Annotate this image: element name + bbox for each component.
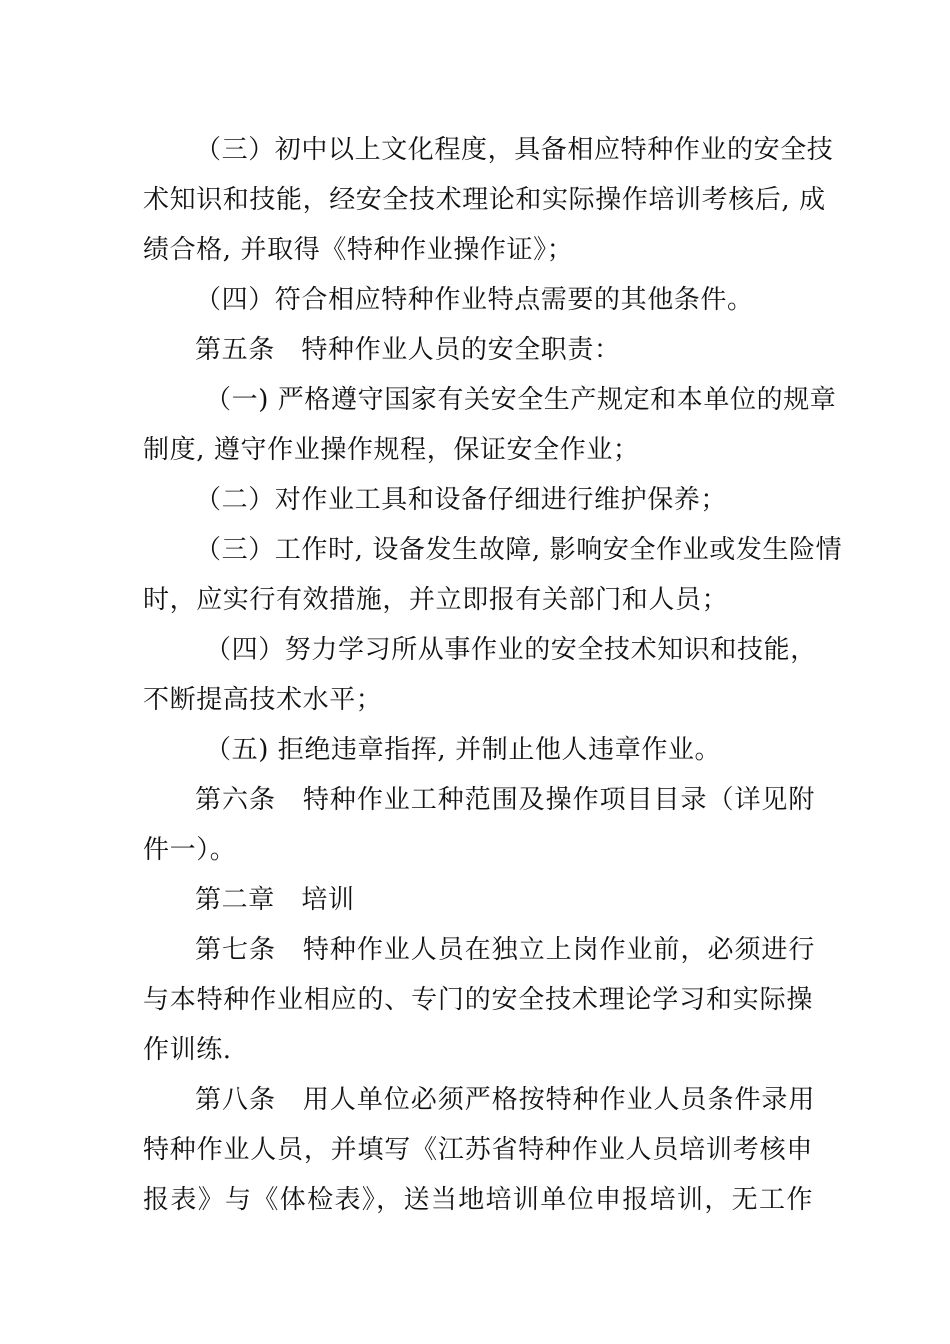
text-line: 时，应实行有效措施，并立即报有关部门和人员； [143, 585, 729, 615]
text-line: 与本特种作业相应的、专门的安全技术理论学习和实际操 [143, 985, 813, 1015]
text-line: （四）符合相应特种作业特点需要的其他条件。 [195, 285, 754, 315]
text-line: （五) 拒绝违章指挥, 并制止他人违章作业。 [205, 735, 722, 765]
text-line: （一) 严格遵守国家有关安全生产规定和本单位的规章 [205, 385, 837, 415]
text-line: 作训练. [143, 1035, 232, 1065]
text-line: （四）努力学习所从事作业的安全技术知识和技能， [205, 635, 817, 665]
article-heading: 第六条 特种作业工种范围及操作项目目录（详见附 [195, 785, 815, 815]
text-line: 特种作业人员，并填写《江苏省特种作业人员培训考核申 [143, 1135, 813, 1165]
text-line: （三）初中以上文化程度，具备相应特种作业的安全技 [195, 135, 834, 165]
text-line: （二）对作业工具和设备仔细进行维护保养； [195, 485, 728, 515]
text-line: 不断提高技术水平； [143, 685, 383, 715]
text-line: （三）工作时, 设备发生故障, 影响安全作业或发生险情 [195, 535, 843, 565]
text-line: 报表》与《体检表》，送当地培训单位申报培训，无工作 [143, 1185, 813, 1215]
text-line: 术知识和技能，经安全技术理论和实际操作培训考核后, 成 [143, 185, 826, 215]
article-heading: 第七条 特种作业人员在独立上岗作业前，必须进行 [195, 935, 815, 965]
text-line: 制度, 遵守作业操作规程，保证安全作业； [143, 435, 640, 465]
article-heading: 第五条 特种作业人员的安全职责： [195, 335, 621, 365]
text-line: 绩合格, 并取得《特种作业操作证》； [143, 235, 574, 265]
article-heading: 第八条 用人单位必须严格按特种作业人员条件录用 [195, 1085, 815, 1115]
text-line: 件一）。 [143, 835, 237, 865]
chapter-heading: 第二章 培训 [195, 885, 355, 915]
